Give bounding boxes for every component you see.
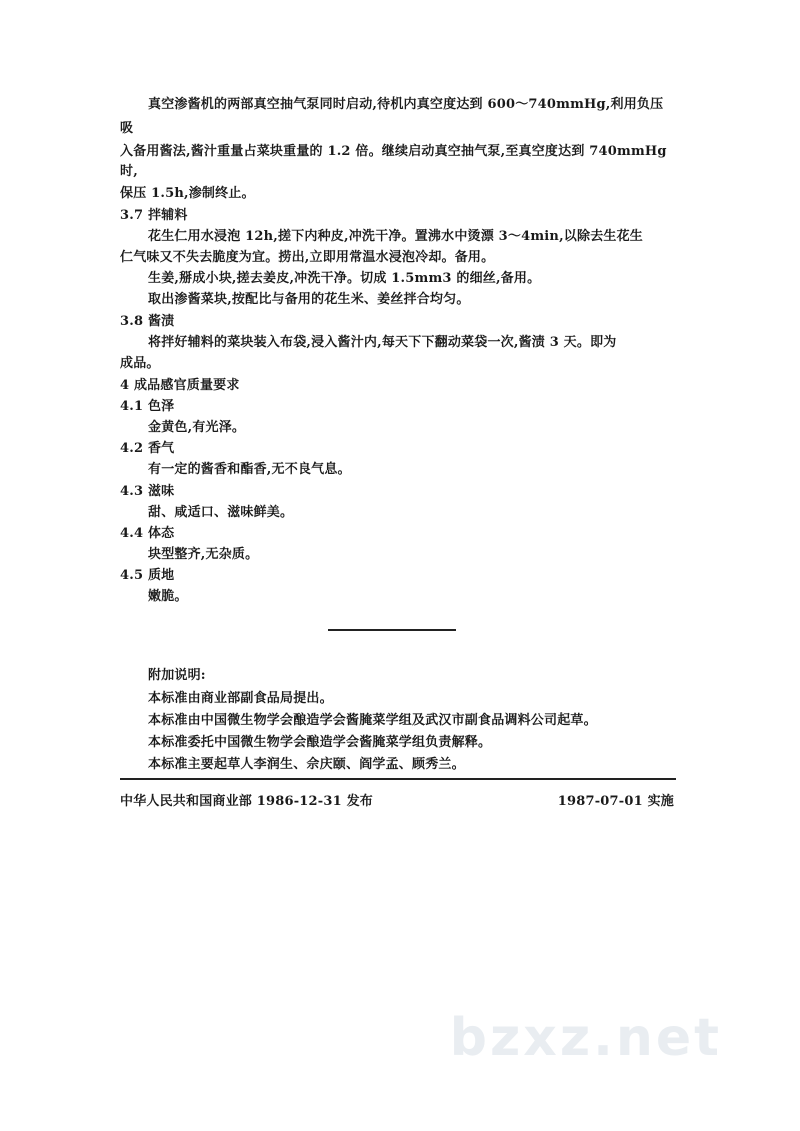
paragraph-line: 入备用酱法,酱汁重量占菜块重量的 1.2 倍。继续启动真空抽气泵,至真空度达到 740mmHg	[120, 144, 667, 159]
section-heading-3-8: 3.8 酱渍	[120, 314, 175, 329]
paragraph-line: 生姜,掰成小块,搓去姜皮,冲洗干净。切成 1.5mm3 的细丝,备用。	[148, 271, 541, 286]
paragraph-line: 花生仁用水浸泡 12h,搓下内种皮,冲洗干净。置沸水中烫漂 3～4min,以除去生花生	[148, 229, 644, 244]
paragraph-line: 真空渗酱机的两部真空抽气泵同时启动,待机内真空度达到 600～740mmHg,利用负压	[148, 97, 664, 112]
notes-heading: 附加说明:	[148, 668, 206, 683]
paragraph-line: 嫩脆。	[148, 589, 188, 604]
paragraph-line: 块型整齐,无杂质。	[148, 547, 259, 562]
footer-issued: 中华人民共和国商业部 1986-12-31 发布	[120, 794, 374, 809]
paragraph-line: 甜、咸适口、滋味鲜美。	[148, 505, 294, 520]
section-heading-4-1: 4.1 色泽	[120, 399, 175, 414]
section-heading-4-4: 4.4 体态	[120, 526, 175, 541]
paragraph-line: 保压 1.5h,渗制终止。	[120, 186, 255, 201]
notes-line: 本标准由商业部副食品局提出。	[148, 691, 333, 706]
paragraph-line: 吸	[120, 121, 134, 136]
section-heading-4-3: 4.3 滋味	[120, 484, 175, 499]
paragraph-line: 成品。	[120, 356, 160, 371]
paragraph-line: 将拌好辅料的菜块装入布袋,浸入酱汁内,每天下下翻动菜袋一次,酱渍 3 天。即为	[148, 335, 617, 350]
end-of-text-rule	[328, 629, 456, 631]
section-heading-3-7: 3.7 拌辅料	[120, 208, 188, 223]
paragraph-line: 取出渗酱菜块,按配比与备用的花生米、姜丝拌合均匀。	[148, 292, 470, 307]
section-heading-4-5: 4.5 质地	[120, 568, 175, 583]
site-watermark: bzxz.net	[449, 1008, 722, 1068]
section-heading-4-2: 4.2 香气	[120, 441, 175, 456]
paragraph-line: 金黄色,有光泽。	[148, 420, 246, 435]
section-heading-4: 4 成品感官质量要求	[120, 378, 240, 393]
footer-effective: 1987-07-01 实施	[557, 794, 674, 809]
paragraph-line: 时,	[120, 164, 138, 179]
footer-rule	[120, 778, 676, 780]
paragraph-line: 有一定的酱香和酯香,无不良气息。	[148, 462, 351, 477]
notes-line: 本标准由中国微生物学会酿造学会酱腌菜学组及武汉市副食品调料公司起草。	[148, 713, 597, 728]
notes-line: 本标准委托中国微生物学会酿造学会酱腌菜学组负责解释。	[148, 735, 492, 750]
paragraph-line: 仁气味又不失去脆度为宜。捞出,立即用常温水浸泡冷却。备用。	[120, 250, 495, 265]
notes-line: 本标准主要起草人李润生、佘庆颐、阎学孟、顾秀兰。	[148, 757, 465, 772]
